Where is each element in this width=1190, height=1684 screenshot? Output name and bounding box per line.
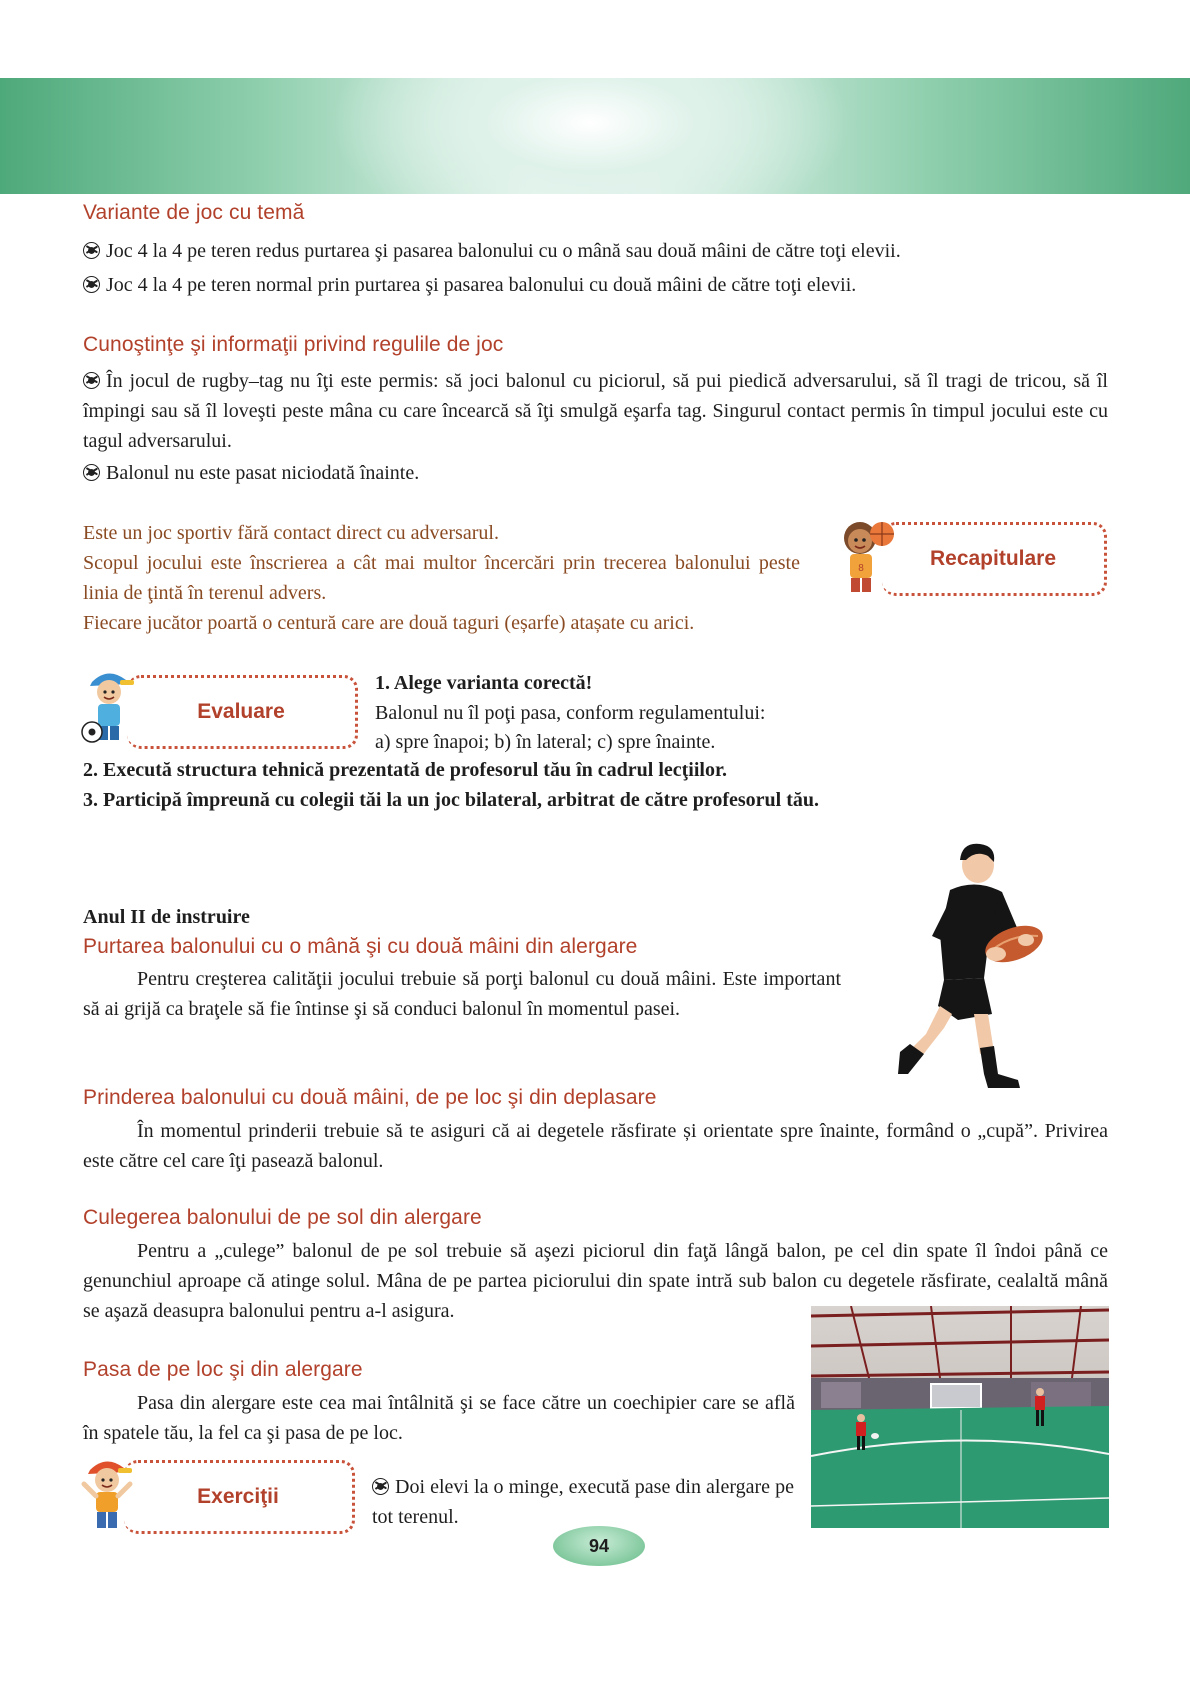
evaluare-question-1-options: a) spre înapoi; b) în lateral; c) spre înainte. (375, 731, 716, 753)
evaluare-label: Evaluare (197, 700, 285, 723)
evaluare-box (127, 675, 358, 749)
soccer-ball-icon (83, 372, 100, 389)
evaluare-question-2: 2. Execută structura tehnică prezentată de profesorul tău în cadrul lecţiilor. (83, 759, 728, 781)
header-banner (0, 78, 1190, 194)
list-item (83, 270, 1108, 300)
anul-label: Anul II de instruire (83, 906, 250, 928)
heading-pasa: Pasa de pe loc şi din alergare (83, 1358, 363, 1381)
exercitii-box (124, 1460, 355, 1534)
page-number (553, 1526, 645, 1566)
evaluare-question-3: 3. Participă împreună cu colegii tăi la un joc bilateral, arbitrat de către profesorul tău. (83, 789, 820, 811)
evaluare-question-1-text: Balonul nu îl poţi pasa, conform regulamentului: (375, 702, 766, 724)
sports-hall-photo (811, 1306, 1109, 1528)
soccer-ball-icon (372, 1478, 389, 1495)
paragraph-pasa: Pasa din alergare este cea mai întâlnită şi se face către un coechipier care se află în spatele tău, la fel ca şi pasa de pe loc. (83, 1392, 795, 1444)
heading-culegerea: Culegerea balonului de pe sol din alergare (83, 1206, 482, 1229)
rugby-player-image (892, 838, 1044, 1092)
paragraph-reguli (83, 366, 1108, 456)
paragraph-prinderea: În momentul prinderii trebuie să te asiguri că ai degetele răsfirate și orientate spre înainte, formând o „cupă”. Privirea este către cel care îţi pasează balonul. (83, 1120, 1108, 1172)
soccer-ball-icon (83, 276, 100, 293)
recap-box (882, 522, 1107, 596)
recap-line: Este un joc sportiv fără contact direct cu adversarul. (83, 522, 499, 544)
list-item (83, 458, 1108, 488)
recap-line: Fiecare jucător poartă o centură care are două taguri (eșarfe) atașate cu arici. (83, 612, 695, 634)
paragraph-text: În jocul de rugby–tag nu îţi este permis: să joci balonul cu piciorul, să pui piedică adversarului, să îl tragi de tricou, să îl împingi sau să îl loveşti peste mâna cu care încearcă să îţi smulgă eşarfa tag. Singurul contact permis în timpul jocului este cu tagul adversarului. (83, 370, 1108, 452)
evaluare-question-1-title: 1. Alege varianta corectă! (375, 672, 593, 694)
soccer-ball-icon (83, 464, 100, 481)
heading-prinderea: Prinderea balonului cu două mâini, de pe loc şi din deplasare (83, 1086, 657, 1109)
kid-soccer-icon (80, 664, 138, 746)
exercitii-text: Doi elevi la o minge, execută pase din alergare pe tot terenul. (372, 1476, 794, 1528)
heading-variante: Variante de joc cu temă (83, 201, 305, 224)
list-item-text: Joc 4 la 4 pe teren normal prin purtarea şi pasarea balonului cu două mâini de către toţi elevii. (106, 274, 857, 296)
list-item-text: Balonul nu este pasat niciodată înainte. (106, 462, 420, 484)
list-item-text: Joc 4 la 4 pe teren redus purtarea şi pasarea balonului cu o mână sau două mâini de către toţi elevii. (106, 240, 901, 262)
page-number-text: 94 (588, 1535, 610, 1556)
heading-purtarea: Purtarea balonului cu o mână şi cu două mâini din alergare (83, 935, 638, 958)
soccer-ball-icon (83, 242, 100, 259)
kid-basketball-icon (832, 514, 896, 596)
exercitii-label: Exerciţii (197, 1485, 279, 1508)
exercitii-text-block (372, 1472, 794, 1532)
list-item (83, 236, 1108, 266)
paragraph-purtarea: Pentru creşterea calităţii jocului trebuie să porţi balonul cu două mâini. Este important să ai grijă ca braţele să fie întinse şi să conduci balonul în momentul pasei. (83, 968, 841, 1020)
kid-exercise-icon (80, 1454, 136, 1532)
svg-text:8: 8 (858, 563, 864, 574)
recap-line: Scopul jocului este înscrierea a cât mai multor încercări prin trecerea balonului peste linia de ţintă în terenul advers. (83, 552, 800, 604)
heading-reguli: Cunoştinţe şi informaţii privind regulile de joc (83, 333, 504, 356)
recap-label: Recapitulare (929, 547, 1057, 570)
paragraph-text: Pentru a „culege” balonul de pe sol trebuie să aşezi piciorul din faţă lângă balon, pe cel din spate îl îndoi până ce genunchiul aproape că atinge solul. Mâna de pe partea piciorului din spate intră sub balon cu degetele răsfirate, cealaltă mână se aşază deasupra balonului pentru a-l asigura. (83, 1240, 1108, 1322)
